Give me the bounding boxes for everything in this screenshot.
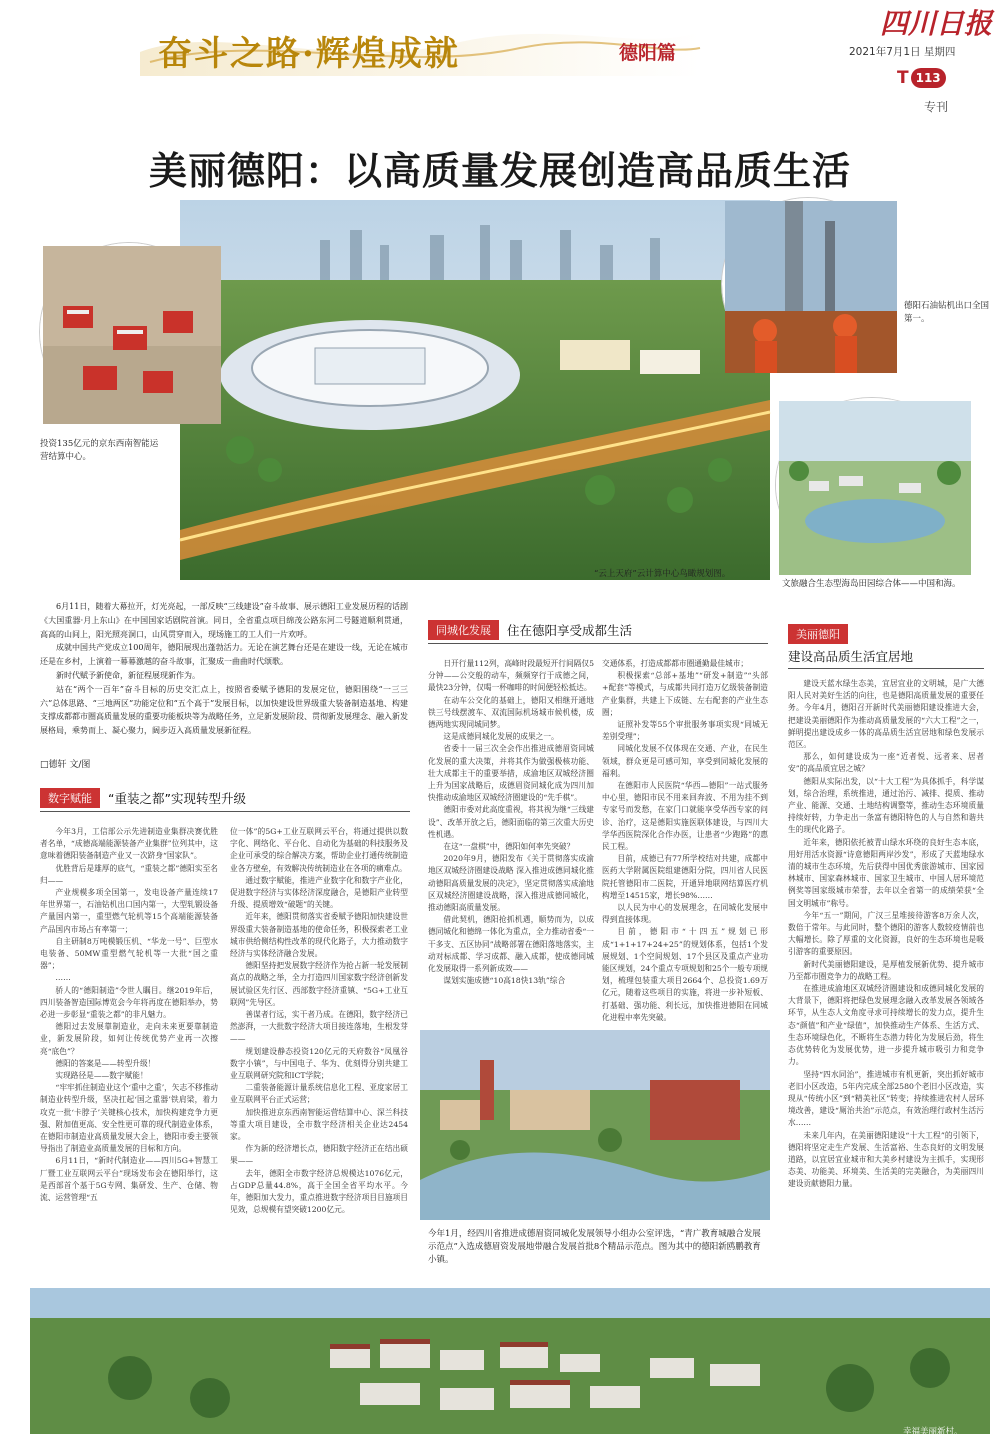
section-digital-tag: 数字赋能 <box>40 788 100 808</box>
text-para: 以人民为中心的发展理念，在同城化发展中得到直接体现。 <box>602 903 768 925</box>
text-para: 作为新的经济增长点，德阳数字经济正在结出硕果—— <box>230 1144 408 1166</box>
text-para: 新时代美丽德阳建设，是厚植发展新优势、提升城市乃至都市圈竞争力的战略工程。 <box>788 959 984 981</box>
text-para: 产业规模多项全国第一，发电设备产量连续17年世界第一，石油钻机出口国内第一，大型轧锻设备产量国内第一，重型燃气轮机等15个高端能源装备产品国内市场占有率第一； <box>40 888 218 934</box>
education-town-caption: 今年1月，经四川省推进成德眉资同城化发展领导小组办公室评选，“青广教育城融合发展示范点”入选成德眉资发展地带融合发展首批8个精品示范点。图为其中的德阳新鸥鹏教育小镇。 <box>428 1229 761 1265</box>
section-digital-col1 <box>40 826 218 1278</box>
text-para: 在动车公交化的基础上，德阳又相继开通地铁三号线摆渡车、双流国际机场城市候机楼，成德两地实现同城同梦。 <box>428 695 594 730</box>
section-digital-col2 <box>230 826 408 1278</box>
text-para: 骄人的“德阳制造”令世人瞩目。继2019年后，四川装备智造国际博览会今年将再度在德阳举办，势必进一步彰显“重装之都”的非凡魅力。 <box>40 985 218 1020</box>
text-para: 规划建设静态投资120亿元的天府数谷“凤凰谷数字小镇”，与中国电子、华为、优刻得分别共建工业互联网研究院和ICT学院； <box>230 1046 408 1081</box>
lead-p1: 6月11日，随着大幕拉开，灯光亮起，一部反映“三线建设”奋斗故事、展示德阳工业发展历程的话剧《大国重器·月上东山》在中国国家话剧院首演。同日，全省重点项目绵茂公路东河二号隧道顺利贯通，高高的山间上，阳光照亮洞口，山风贯穿而入，现场施工的工人们一片欢呼。 <box>40 602 408 639</box>
text-para: 位一体”的5G+工业互联网云平台，将通过提供以数字化、网络化、平台化、自动化为基础的科技服务及企业可承受的综合解决方案，帮助企业打通传统制造业各方壁垒，有效解决传统制造业在各项的痛难点。 <box>230 827 408 873</box>
byline: □德轩 文/图 <box>40 760 91 770</box>
section-integration-header <box>428 620 768 644</box>
education-town-photo <box>420 1030 770 1220</box>
text-para: 目前，德阳市“十四五”规划已形成“1+1+17+24+25”的规划体系，包括1个发展规划、1个空间规划、17个县区及重点产业功能区规划，24个重点专项规划和25个一般专项规划，梳理包装重大项目2664个、总投资1.69万亿元，随着这些项目的实施，将进一步补短板、打基础、强功能、利长远，加快推进德阳在同城化进程中率先突破。 <box>602 927 768 1022</box>
section-integration-tag: 同城化发展 <box>428 620 499 640</box>
text-para: 二重装备能源计量系统信息化工程、亚度家居工业互联网平台正式运营； <box>230 1083 408 1105</box>
section-integration-col2 <box>602 658 768 1022</box>
section-integration-title: 住在德阳享受成都生活 <box>507 623 633 638</box>
lead-p2: 成就中国共产党成立100周年，德阳展现出蓬勃活力。无论在演艺舞台还是在建设一线，无论在城市还是在乡村，上演着一幕幕激越的奋斗故事，汇聚成一曲曲时代颂歌。 <box>40 643 408 667</box>
text-para: 谋划实施成德“10高18快13轨”综合 <box>443 976 566 986</box>
issue-date: 2021年7月1日 星期四 <box>849 46 956 58</box>
edition-label: 德阳篇 <box>619 42 677 64</box>
text-para: 在德阳市人民医院“华西—德阳”一站式服务中心里，德阳市民不用来回奔波、不用为挂不到专家号而发愁，在家门口就能享受华西专家的问诊、治疗，这是德阳实施医联体建设，与四川大学华西医院深化合作办医，让患者“少跑路”的惠民工程。 <box>602 781 768 852</box>
section-beauty-title: 建设高品质生活宜居地 <box>788 649 914 664</box>
text-para: 这是成德同城化发展的成果之一。 <box>443 732 559 742</box>
page-headline: 美丽德阳：以高质量发展创造高品质生活 <box>148 149 851 193</box>
text-para: 实现路径是——数字赋能！ <box>55 1071 148 1081</box>
text-para: 自主研制8万吨模锻压机、“华龙一号”、巨型水电装备、50MW重型燃气轮机等一大批“国之重器”； <box>40 936 218 971</box>
text-para: 去年，德阳全市数字经济总规模达1076亿元，占GDP总量44.8%，高于全国全省平均水平。今年，德阳加大发力，重点推进数字经济项目目施项目见效，总规模有望突破1200亿元。 <box>230 1168 408 1215</box>
text-para: 德阳的答案是——转型升级！ <box>55 1058 156 1068</box>
text-para: 在这“一盘棋”中，德阳如何率先突破？ <box>443 842 575 852</box>
text-para: 坚持“四水同治”，推进城市有机更新，突出抓好城市老旧小区改造，5年内完成全部2580个老旧小区改造，实现从“传统小区”到“精美社区”转变；持续推进农村人居环境改善，建设“厕治共治”示范点，有效治理行政村生活污水…… <box>788 1069 984 1128</box>
text-para: 6月11日，“新时代制造业——四川5G+智慧工厂暨工业互联网云平台”现场发布会在德阳举行，这是西部首个基于5G专网、集研发、生产、仓储、物流、运营管理“五 <box>40 1156 218 1203</box>
text-para: 德阳从实际出发，以“十大工程”为具体抓手，科学谋划，综合治理，系统推进，通过治污、减排、提质、推动产业、能源、交通、土地结构调整等，推动生态环境质量持续好转，力争走出一条富有德阳特色的人与自然和谐共生的现代化路子。 <box>788 776 984 835</box>
lead-p3: 新时代赋予新使命，新征程展现新作为。 <box>56 670 200 680</box>
oil-rig-photo <box>722 198 894 370</box>
section-digital-header <box>40 788 410 812</box>
text-para: “牢牢抓住制造业这个‘重中之重’，矢志不移推动制造业转型升级，坚决扛起‘国之重器’铁肩梁，着力攻克一批‘卡脖子’关键核心技术，加快构建竞争力更强、附加值更高、安全性更可靠的现代制造业体系，在德阳市制造业高质量发展大会上，德阳市委主要领导指出了制造业高质量发展的目标和方向。 <box>40 1083 218 1154</box>
page-prefix: T <box>897 68 909 88</box>
banner-title: 奋斗之路·辉煌成就 <box>158 34 460 74</box>
text-para: 交通体系，打造成都都市圈通勤最佳城市； <box>602 659 749 668</box>
text-para: 省委十一届三次全会作出推进成德眉资同城化发展的重大决策，并将其作为做强极核功能、壮大成都主干的重要举措，成渝地区双城经济圈上升为国家战略后，成德眉资同城化成为四川加快推动成渝地区双城经济圈建设的“先手棋”。 <box>428 744 594 803</box>
text-para: 证照补发等55个审批服务事项实现“同城无差别受理”； <box>602 720 768 742</box>
text-para: 在推进成渝地区双城经济圈建设和成德同城化发展的大背景下，德阳将把绿色发展理念融入改革发展各领域各环节，从生态人文角度寻求可持续增长的发力点，提升生态“颜值”和产业“绿值”，加快推动生产体系、生活方式、生态环境绿色化，不断将生态潜力转化为发展后劲，将生态优势转化为发展优势，进一步提升城市吸引力和竞争力。 <box>788 984 984 1067</box>
text-para: 近年来，德阳依托被青山绿水环绕的良好生态本底，用好用活水资源“诗意德阳两岸沙发”，形成了天蓝地绿水清的城市生态环境，先后获得中国优秀旅游城市、国家园林城市、国家森林城市、国家卫生城市、中国人居环境范例奖等国家级城市荣誉，去年以全省第一的成绩荣获“全国文明城市”称号。 <box>788 837 984 908</box>
oil-rig-caption: 德阳石油钻机出口全国第一。 <box>904 301 990 324</box>
column-label: 专刊 <box>924 100 949 114</box>
warehouse-photo <box>40 243 218 421</box>
section-beauty-col1 <box>788 678 984 1270</box>
text-para: …… <box>55 973 71 983</box>
text-para: 德阳过去发展靠制造业，走向未来更要靠制造业，新发展阶段，如何让传统优势产业再一次擦亮“底色”？ <box>40 1022 218 1056</box>
text-para: 近年来，德阳贯彻落实省委赋予德阳加快建设世界级重大装备制造基地的使命任务，积极探索老工业城市供给侧结构性改革的现代化路子，大力推动数字经济与实体经济融合发展。 <box>230 912 408 959</box>
text-para: 借此契机，德阳抢抓机遇，顺势而为，以成德同城化和德绵一体化为重点，全力推动省委“一干多支、五区协同”战略部署在德阳落地落实，主动对标成都、学习成都、融入成都，使成德同城化发展取得一系列新成效—— <box>428 915 594 974</box>
section-integration-col1 <box>428 658 594 1013</box>
text-para: 德阳坚持把发展数字经济作为抢占新一轮发展制高点的战略之举，全力打造四川国家数字经济创新发展试验区先行区、西部数字经济重镇、“5G+工业互联网”先导区。 <box>230 961 408 1007</box>
hero-image <box>180 200 770 580</box>
text-para: 今年3月，工信部公示先进制造业集群决赛优胜者名单，“成德高端能源装备产业集群”位列其中，这意味着德阳装备制造产业又一次跻身“国家队”。 <box>40 827 218 861</box>
village-panorama-photo <box>30 1288 990 1434</box>
text-para: 2020年9月，德阳发布《关于贯彻落实成渝地区双城经济圈建设战略 深入推进成德同城化推动德阳高质量发展的决定》，坚定贯彻落实成渝地区双城经济圈建设战略，深入推进成德同城化，推动德阳高质量发展。 <box>428 854 594 913</box>
text-para: 加快推进京东西南智能运营结算中心、深兰科技等重大项目建设，全市数字经济相关企业达2454家。 <box>230 1107 408 1142</box>
text-para: 积极探索“总部+基地”“研发+制造”“头部+配套”等模式，与成都共同打造万亿级装备制造产业集群，共建上下成链、左右配套的产业生态圈； <box>602 671 768 717</box>
text-para: 那么，如何建设成为一座“近者悦、远者来、居者安”的高品质宜居之城？ <box>788 752 984 774</box>
page-number-badge: 113 <box>911 68 946 88</box>
text-para: 善谋者行远，实干者乃成。在德阳，数字经济已然澎湃，一大批数字经济大项目接连落地，生根发芽—— <box>230 1010 408 1044</box>
text-para: 今年“五一”期间，广汉三星堆接待游客8万余人次，数倍于常年。与此同时，整个德阳的游客人数较疫情前也大幅增长。除了厚重的文化资源，良好的生态环境也是吸引游客的重要原因。 <box>788 910 984 957</box>
page-code <box>897 68 946 88</box>
text-para: 优胜背后是雄厚的底气，“重装之都”德阳实至名归—— <box>40 863 218 885</box>
text-para: 目前，成德已有77所学校结对共建，成都中医药大学附属医院组建德阳分院，四川省人民医院托管德阳市二医院，开通异地联网结算医疗机构增至14515家，增长98%…… <box>602 854 768 900</box>
section-beauty-header <box>788 624 984 669</box>
text-para: 未来几年内，在美丽德阳建设“十大工程”的引领下，德阳将坚定走生产发展、生活富裕、生态良好的文明发展道路，以宜居宜业城市和大美乡村建设为主抓手，实现形态美、功能美、环境美、生活美的完美融合，为美丽四川建设贡献德阳力量。 <box>788 1130 984 1189</box>
text-para: 建设天蓝水绿生态美，宜居宜业的文明城，是广大德阳人民对美好生活的向往，也是德阳高质量发展的重要任务。今年4月，德阳召开新时代美丽德阳建设推进大会，把建设美丽德阳作为推动高质量发展的“六大工程”之一，鲜明提出建设成乡一体的高品质生活宜居地和绿色发展示范区。 <box>788 679 984 750</box>
section-beauty-tag: 美丽德阳 <box>788 624 848 644</box>
newspaper-logo: 四川日报 <box>880 7 993 40</box>
eco-island-photo <box>776 398 968 572</box>
text-para: 通过数字赋能，推进产业数字化和数字产业化，促进数字经济与实体经济深度融合，是德阳产业转型升级、提质增效“破题”的关键。 <box>230 875 408 910</box>
hero-caption: “云上天府”云计算中心鸟瞰规划图。 <box>594 569 731 579</box>
text-para: 日开行量112列，高峰时段最短开行间隔仅5分钟——公交般的动车，频频穿行于成德之间，最快23分钟，仅喝一杯咖啡的时间便轻松抵达。 <box>428 659 594 693</box>
text-para: 德阳市委对此高度重视，将其视为继“三线建设”、改革开放之后，德阳面临的第三次重大历史性机遇。 <box>428 805 594 839</box>
lead-p4: 站在“两个一百年”奋斗目标的历史交汇点上，按照省委赋予德阳的发展定位，德阳围绕“一三三六”总体思路、“三地两区”功能定位和“五个高于”发展目标，以加快建设世界级重大装备制造基地、构建支撑成都都市圈高质量发展的重要功能板块等为战略任务，立足新发展阶段、贯彻新发展理念、融入新发展格局，乘势而上、凝心聚力，阔步迈入高质量发展新征程。 <box>40 684 408 736</box>
warehouse-caption: 投资135亿元的京东西南智能运营结算中心。 <box>40 439 159 462</box>
eco-island-caption: 文旅融合生态型海岛田园综合体——中国和海。 <box>782 579 961 589</box>
section-digital-title: “重装之都”实现转型升级 <box>108 791 246 806</box>
village-caption: 幸福美丽新村。 <box>903 1427 963 1437</box>
lead-paragraph <box>40 600 408 740</box>
text-para: 同城化发展不仅体现在交通、产业，在民生领域，群众更是可感可知，享受到同城化发展的福利。 <box>602 744 768 778</box>
